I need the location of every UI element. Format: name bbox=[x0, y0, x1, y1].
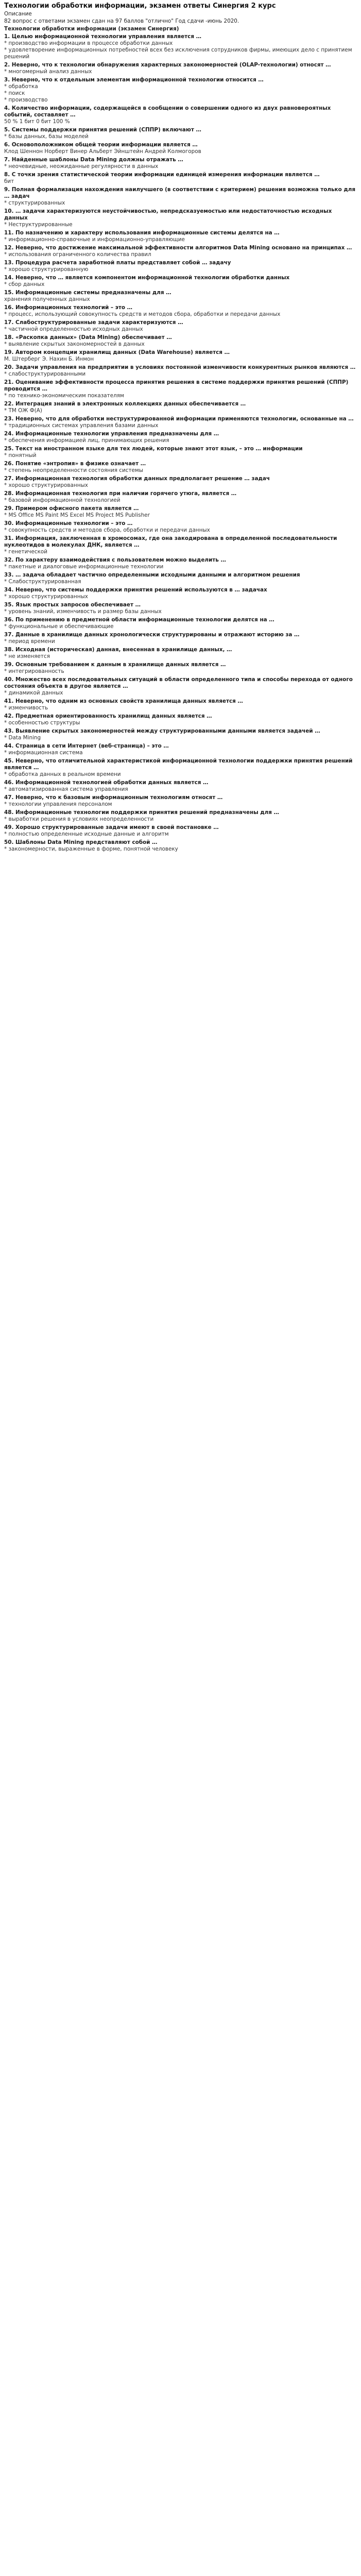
question-item bbox=[4, 587, 357, 600]
question-text: 22. Интеграция знаний в электронных коллекциях данных обеспечивается … bbox=[4, 401, 246, 407]
question-text: 1. Целью информационной технологии управления является … bbox=[4, 33, 202, 40]
question-item bbox=[4, 364, 357, 378]
question-text: 48. Информационные технологии поддержки принятия решений предназначены для … bbox=[4, 809, 279, 816]
answer-text: * частичной определенностью исходных данных bbox=[4, 326, 143, 332]
answer-text: * использования ограниченного количества правил bbox=[4, 251, 151, 258]
question-item bbox=[4, 62, 357, 75]
question-item bbox=[4, 743, 357, 756]
answer-text: * закономерности, выраженные в форме, понятной человеку bbox=[4, 846, 178, 852]
answer-text: * сбор данных bbox=[4, 281, 45, 287]
question-item bbox=[4, 77, 357, 104]
question-item bbox=[4, 713, 357, 726]
answer-text: бит bbox=[4, 178, 14, 184]
answer-text: М. Штерберг Э. Нахин Б. Инмон bbox=[4, 356, 94, 362]
question-text: 49. Хорошо структурированные задачи имеют в своей постановке … bbox=[4, 824, 219, 831]
question-item bbox=[4, 676, 357, 697]
answer-text: * Data Mining bbox=[4, 735, 41, 741]
question-item bbox=[4, 809, 357, 823]
question-item bbox=[4, 105, 357, 125]
answer-text: * выявление скрытых закономерностей в данных bbox=[4, 341, 145, 347]
question-text: 30. Информационные технологии – это … bbox=[4, 520, 133, 527]
question-text: 34. Неверно, что системы поддержки принятия решений используются в … задачах bbox=[4, 587, 267, 593]
answer-text: * неочевидные, неожиданные регулярности в данных bbox=[4, 163, 159, 170]
answer-text: * уровень знаний, изменчивость и размер базы данных bbox=[4, 608, 162, 615]
question-text: 26. Понятие «энтропия» в физике означает … bbox=[4, 461, 146, 467]
answer-text: * динамикой данных bbox=[4, 690, 63, 696]
question-text: 7. Найденные шаблоны Data Mining должны отражать … bbox=[4, 157, 183, 163]
question-text: 47. Неверно, что к базовым информационным технологиям относят … bbox=[4, 794, 223, 801]
answer-text: * процесс, использующий совокупность средств и методов сбора, обработки и передачи данных bbox=[4, 311, 281, 317]
question-text: 27. Информационная технология обработки данных предполагает решение … задач bbox=[4, 476, 270, 482]
answer-text: Клод Шеннон Норберт Винер Альберт Эйнштейн Андрей Колмогоров bbox=[4, 148, 201, 155]
question-text: 36. По применению в предметной области информационные технологии делятся на … bbox=[4, 617, 274, 623]
answer-text: * многомерный анализ данных bbox=[4, 69, 92, 75]
answer-text: * MS Office MS Paint MS Excel MS Project MS Publisher bbox=[4, 512, 150, 518]
question-text: 6. Основоположником общей теории информации является … bbox=[4, 142, 198, 148]
question-item bbox=[4, 758, 357, 778]
question-item bbox=[4, 572, 357, 585]
question-item bbox=[4, 520, 357, 534]
question-text: 17. Слабоструктурированные задачи характеризуются … bbox=[4, 319, 183, 326]
answer-text: * понятный bbox=[4, 452, 37, 459]
answer-text: * базовой информационной технологией bbox=[4, 497, 121, 503]
question-text: 39. Основным требованием к данным в хранилище данных является … bbox=[4, 662, 226, 668]
answer-text: * ТМ ОЖ Ф(А) bbox=[4, 408, 42, 414]
question-item bbox=[4, 127, 357, 140]
question-item bbox=[4, 379, 357, 399]
question-text: 35. Язык простых запросов обеспечивает … bbox=[4, 602, 141, 608]
question-item bbox=[4, 476, 357, 489]
answer-text: * совокупность средств и методов сбора, обработки и передачи данных bbox=[4, 527, 210, 533]
question-text: 33. … задача обладает частично определенными исходными данными и алгоритмом решения bbox=[4, 572, 300, 578]
question-text: 25. Текст на иностранном языке для тех людей, которые знают этот язык, – это … информации bbox=[4, 446, 303, 452]
answer-text: * пакетные и диалоговые информационные технологии bbox=[4, 564, 164, 570]
answer-text: * обработка данных в реальном времени bbox=[4, 771, 121, 777]
question-text: 2. Неверно, что к технологии обнаружения характерных закономерностей (OLAP-технологии) относят … bbox=[4, 62, 331, 68]
question-item bbox=[4, 794, 357, 808]
question-text: 9. Полная формализация нахождения наилучшего (в соответствии с критерием) решения возможна только для … задач bbox=[4, 187, 356, 199]
question-text: 23. Неверно, что для обработки неструктурированной информации применяются технологии, основанные на … bbox=[4, 416, 354, 422]
question-text: 50. Шаблоны Data Mining представляют собой … bbox=[4, 839, 158, 845]
question-text: 41. Неверно, что одним из основных свойств хранилища данных является … bbox=[4, 698, 243, 704]
answer-text: * интегрированность bbox=[4, 668, 64, 674]
answer-text: * Неструктурированные bbox=[4, 222, 73, 228]
question-text: 13. Процедура расчета заработной платы представляет собой … задачу bbox=[4, 260, 231, 266]
question-item bbox=[4, 290, 357, 303]
question-item bbox=[4, 187, 357, 207]
question-item bbox=[4, 416, 357, 429]
answer-text: * хорошо структурированных bbox=[4, 482, 88, 488]
question-text: 21. Оценивание эффективности процесса принятия решения в системе поддержки принятия решений (СППР) проводится … bbox=[4, 379, 349, 392]
question-list bbox=[4, 33, 357, 853]
question-item bbox=[4, 662, 357, 675]
question-item bbox=[4, 617, 357, 630]
question-text: 37. Данные в хранилище данных хронологически структурированы и отражают историю за … bbox=[4, 632, 300, 638]
question-text: 3. Неверно, что к отдельным элементам информационной технологии относится … bbox=[4, 77, 264, 83]
answer-text: * не изменяется bbox=[4, 653, 50, 659]
answer-text: * генетической bbox=[4, 549, 47, 555]
answer-text: * по технико-экономическим показателям bbox=[4, 393, 124, 399]
question-text: 42. Предметная ориентированность хранилищ данных является … bbox=[4, 713, 212, 719]
answer-text: * обеспечения информацией лиц, принимающих решения bbox=[4, 437, 169, 444]
answer-text: 50 % 1 бит 0 бит 100 % bbox=[4, 118, 70, 125]
question-item bbox=[4, 824, 357, 838]
question-item bbox=[4, 208, 357, 228]
question-text: 12. Неверно, что достижение максимальной эффективности алгоритмов Data Mining основано на принципах … bbox=[4, 245, 352, 251]
question-text: 16. Информационных технологий – это … bbox=[4, 304, 133, 311]
question-text: 24. Информационные технологии управления предназначены для … bbox=[4, 431, 219, 437]
question-text: 28. Информационная технология при наличии горячего утюга, является … bbox=[4, 490, 237, 497]
question-item bbox=[4, 401, 357, 414]
question-item bbox=[4, 839, 357, 853]
question-text: 20. Задачи управления на предприятии в условиях постоянной изменчивости конкурентных рынков являются … bbox=[4, 364, 356, 370]
question-item bbox=[4, 557, 357, 570]
answer-text: * период времени bbox=[4, 638, 55, 645]
page-title: Технологии обработки информации, экзамен ответы Синергия 2 курс bbox=[4, 2, 276, 10]
question-item bbox=[4, 505, 357, 519]
page-root bbox=[0, 0, 361, 857]
question-item bbox=[4, 334, 357, 348]
answer-text: * Слабоструктурированная bbox=[4, 579, 81, 585]
question-text: 29. Примером офисного пакета является … bbox=[4, 505, 139, 512]
question-text: 4. Количество информации, содержащейся в сообщении о совершении одного из двух равновероятных событий, составляет … bbox=[4, 105, 331, 118]
answer-text: * изменчивость bbox=[4, 705, 48, 711]
answer-text: * полностью определенные исходные данные и алгоритм bbox=[4, 831, 169, 837]
answer-text: * информационно-справочные и информационно-управляющие bbox=[4, 236, 185, 243]
question-text: 38. Исходная (историческая) данная, внесенная в хранилище данных, … bbox=[4, 647, 232, 653]
question-text: 43. Выявление скрытых закономерностей между структурированными данными является задачей … bbox=[4, 728, 320, 734]
description-label: Описание bbox=[4, 11, 32, 17]
question-text: 18. «Раскопка данных» (Data Mining) обеспечивает … bbox=[4, 334, 172, 341]
question-item bbox=[4, 349, 357, 363]
question-item bbox=[4, 260, 357, 273]
answer-text: * технологии управления персоналом bbox=[4, 801, 112, 807]
question-item bbox=[4, 535, 357, 555]
question-item bbox=[4, 245, 357, 258]
answer-text: * слабоструктурированными bbox=[4, 371, 86, 377]
answer-text: * степень неопределенности состояния системы bbox=[4, 467, 143, 473]
question-item bbox=[4, 304, 357, 318]
question-text: 14. Неверно, что … является компонентом информационной технологии обработки данных bbox=[4, 275, 290, 281]
question-item bbox=[4, 319, 357, 333]
question-item bbox=[4, 632, 357, 645]
question-text: 32. По характеру взаимодействия с пользователем можно выделить … bbox=[4, 557, 226, 563]
question-text: 5. Системы поддержки принятия решений (СППР) включают … bbox=[4, 127, 201, 133]
answer-text: * структурированных bbox=[4, 200, 65, 206]
answer-text: * хорошо структурированную bbox=[4, 266, 89, 273]
question-text: 45. Неверно, что отличительной характеристикой информационной технологии поддержки принятия решений является … bbox=[4, 758, 353, 771]
exam-meta: 82 вопрос с ответами экзамен сдан на 97 баллов "отлично" Год сдачи -июнь 2020. bbox=[4, 18, 239, 24]
question-text: 11. По назначению и характеру использования информационные системы делятся на … bbox=[4, 230, 280, 236]
question-text: 8. С точки зрения статистической теории информации единицей измерения информации является … bbox=[4, 172, 320, 178]
answer-text: * традиционных системах управления базами данных bbox=[4, 422, 159, 429]
question-item bbox=[4, 275, 357, 288]
question-item bbox=[4, 728, 357, 741]
question-item bbox=[4, 431, 357, 444]
answer-text: * информационная система bbox=[4, 750, 83, 756]
answer-text: * особенностью структуры bbox=[4, 720, 80, 726]
question-text: 44. Страница в сети Интернет (веб-страница) – это … bbox=[4, 743, 169, 749]
question-item bbox=[4, 142, 357, 155]
question-item bbox=[4, 230, 357, 243]
question-item bbox=[4, 461, 357, 474]
answer-text: * производство информации в процессе обработки данных * удовлетворение информационных потребностей всех без исключения сотрудников фирмы, имеющих дело с принятием решений bbox=[4, 40, 352, 60]
question-item bbox=[4, 602, 357, 615]
question-item bbox=[4, 647, 357, 660]
question-item bbox=[4, 698, 357, 711]
question-item bbox=[4, 33, 357, 60]
answer-text: * обработка * поиск * производство bbox=[4, 83, 48, 103]
question-text: 10. … задачи характеризуются неустойчивостью, непредсказуемостью или недостаточностью исходных данных bbox=[4, 208, 332, 221]
question-text: 19. Автором концепции хранилищ данных (Data Warehouse) является … bbox=[4, 349, 230, 355]
question-text: 31. Информация, заключенная в хромосомах, где она закодирована в определенной последовательности нуклеотидов в молекулах ДНК, является … bbox=[4, 535, 337, 548]
section-title: Технологии обработки информации (экзамен Синергия) bbox=[4, 26, 179, 32]
question-text: 15. Информационные системы предназначены для … bbox=[4, 290, 171, 296]
answer-text: * автоматизированная система управления bbox=[4, 786, 128, 792]
question-item bbox=[4, 490, 357, 504]
question-text: 40. Множество всех последовательных ситуаций в области определенного типа и способы перехода от одного состояния объекта в другое является … bbox=[4, 676, 353, 689]
answer-text: * выработки решения в условиях неопределенности bbox=[4, 816, 154, 822]
question-text: 46. Информационной технологией обработки данных является … bbox=[4, 779, 209, 786]
question-item bbox=[4, 779, 357, 793]
answer-text: * функциональные и обеспечивающие bbox=[4, 623, 114, 630]
question-item bbox=[4, 172, 357, 185]
answer-text: * хорошо структурированных bbox=[4, 594, 88, 600]
question-item bbox=[4, 446, 357, 459]
answer-text: * базы данных, базы моделей bbox=[4, 133, 89, 140]
question-item bbox=[4, 157, 357, 170]
answer-text: хранения полученных данных bbox=[4, 296, 90, 302]
